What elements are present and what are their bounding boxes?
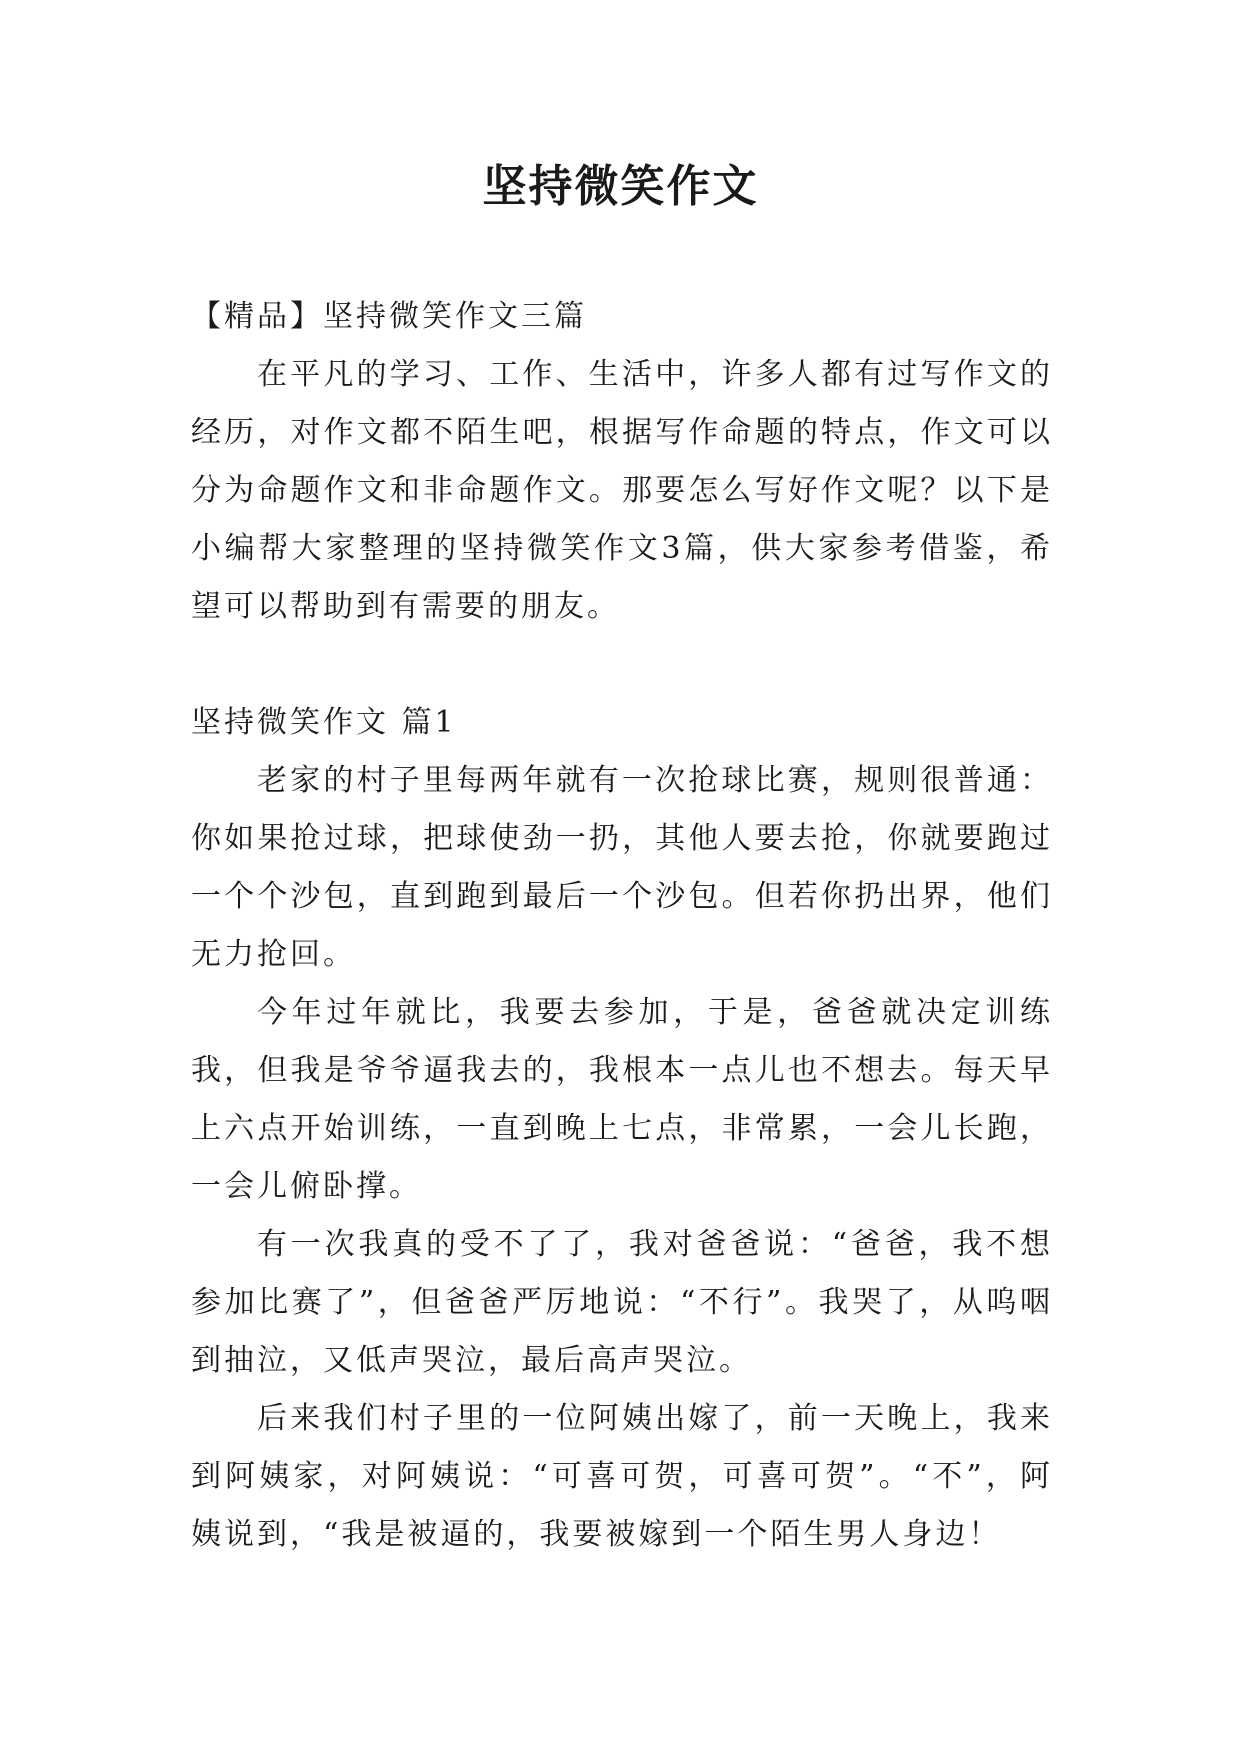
document-title: 坚持微笑作文 <box>482 161 759 212</box>
body-paragraph: 今年过年就比，我要去参加，于是，爸爸就决定训练我，但我是爷爷逼我去的，我根本一点儿也不想去。每天早上六点开始训练，一直到晚上七点，非常累，一会儿长跑，一会儿俯卧撑。 <box>191 995 1053 1204</box>
document-body <box>191 288 1053 1564</box>
document-subtitle: 【精品】坚持微笑作文三篇 <box>191 299 587 334</box>
body-paragraph: 老家的村子里每两年就有一次抢球比赛，规则很普通：你如果抢过球，把球使劲一扔，其他人要去抢，你就要跑过一个个沙包，直到跑到最后一个沙包。但若你扔出界，他们无力抢回。 <box>191 763 1053 972</box>
body-paragraph: 有一次我真的受不了了，我对爸爸说：“爸爸，我不想参加比赛了”，但爸爸严厉地说：“不行”。我哭了，从呜咽到抽泣，又低声哭泣，最后高声哭泣。 <box>191 1227 1053 1378</box>
section-heading: 坚持微笑作文 篇1 <box>191 705 457 740</box>
intro-paragraph: 在平凡的学习、工作、生活中，许多人都有过写作文的经历，对作文都不陌生吧，根据写作命题的特点，作文可以分为命题作文和非命题作文。那要怎么写好作文呢？以下是小编帮大家整理的坚持微笑作文3篇，供大家参考借鉴，希望可以帮助到有需要的朋友。 <box>191 357 1053 624</box>
body-paragraph: 后来我们村子里的一位阿姨出嫁了，前一天晚上，我来到阿姨家，对阿姨说：“可喜可贺，可喜可贺”。“不”，阿姨说到，“我是被逼的，我要被嫁到一个陌生男人身边！ <box>191 1401 1053 1552</box>
section-spacer <box>191 636 1053 694</box>
